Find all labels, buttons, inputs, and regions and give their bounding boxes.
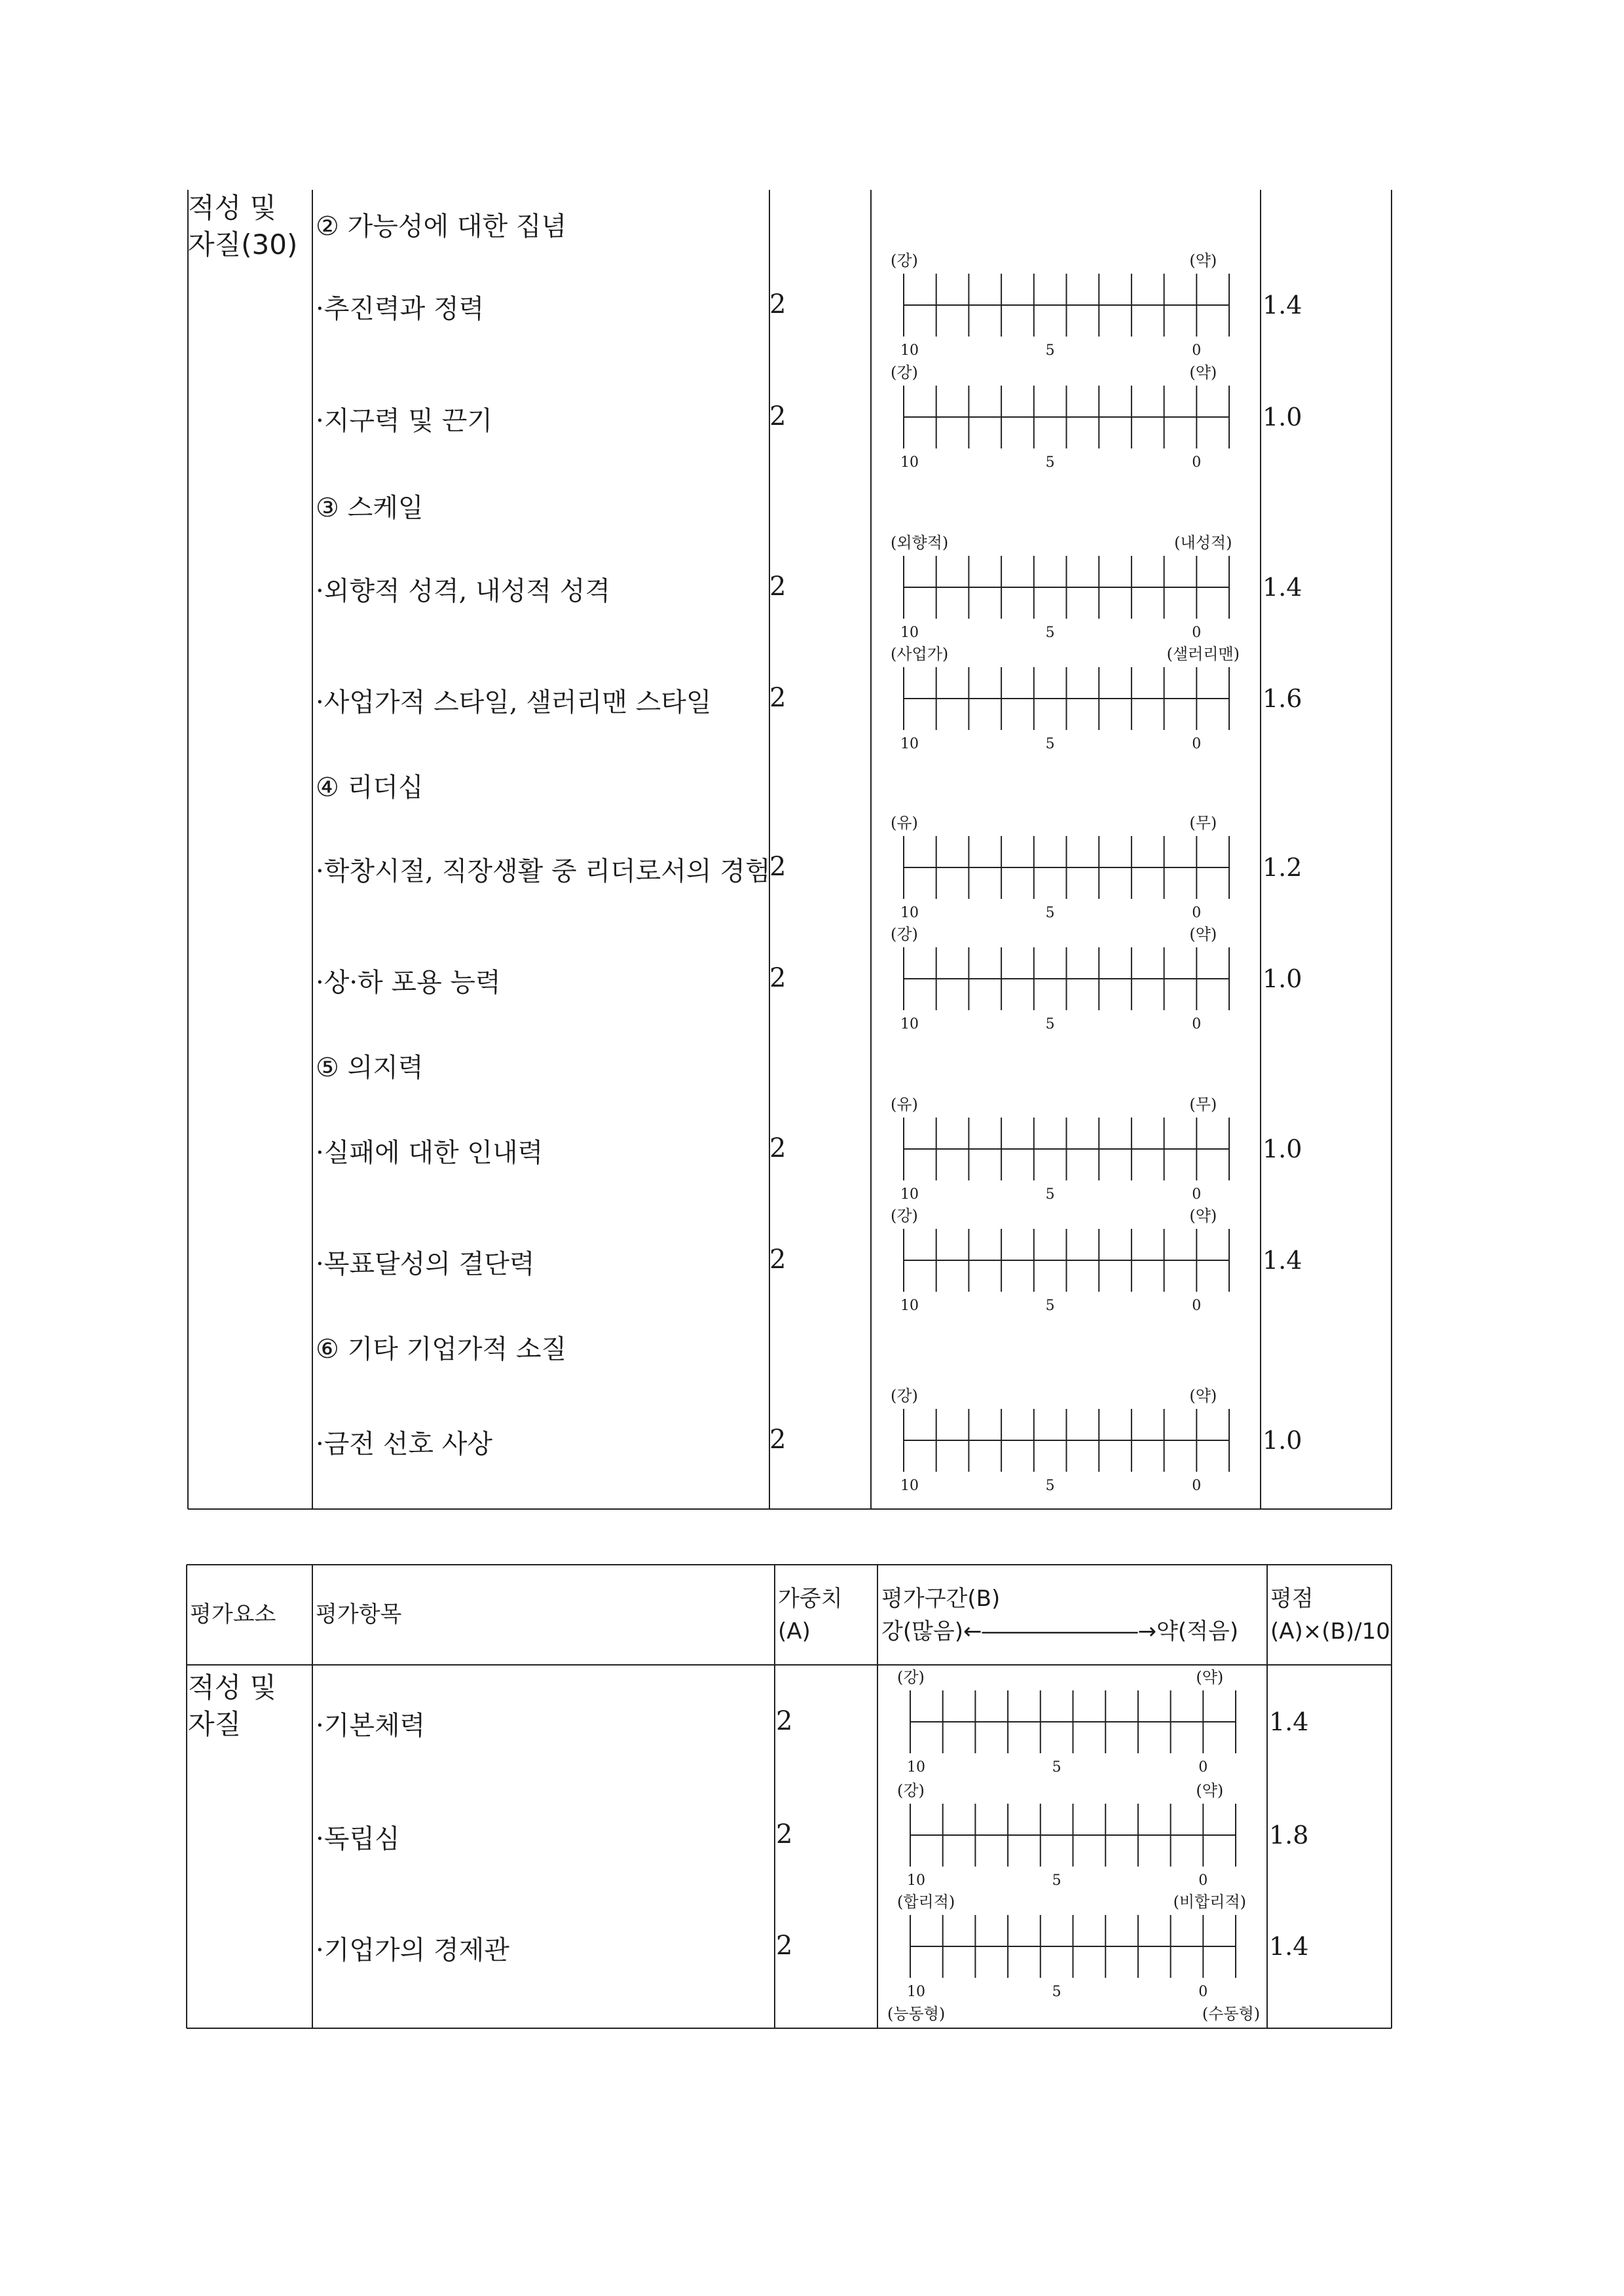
rating-scale <box>904 386 1229 448</box>
scale-tick-label-0: 0 <box>1192 1298 1202 1314</box>
evaluation-item: ·목표달성의 결단력 <box>316 1249 535 1279</box>
scale-left-label: (강) <box>891 1387 918 1405</box>
scale-tick-label-10: 10 <box>900 1016 919 1032</box>
scale-tick-label-0: 0 <box>1192 736 1202 752</box>
header-range-1: 평가구간(B) <box>881 1586 1001 1612</box>
scale-tick-label-5: 5 <box>1045 454 1055 471</box>
evaluation-item: ·상·하 포용 능력 <box>316 968 501 998</box>
scale-tick-label-0: 0 <box>1192 1186 1202 1203</box>
scale-tick-label-10: 10 <box>907 1872 925 1889</box>
scale-right-label: (약) <box>1189 1207 1217 1225</box>
weight-value: 2 <box>769 1133 786 1163</box>
score-value: 1.2 <box>1263 853 1302 882</box>
scale-tick-label-10: 10 <box>900 905 919 921</box>
scale-tick-label-5: 5 <box>1045 625 1055 641</box>
weight-value: 2 <box>769 852 786 882</box>
scale-tick-label-0: 0 <box>1192 342 1202 359</box>
scale-left-label: (유) <box>891 1095 918 1114</box>
evaluation-item: ·추진력과 정력 <box>316 294 485 324</box>
scale-extra-right-label: (수동형) <box>1202 2005 1261 2023</box>
scale-tick-label-10: 10 <box>900 342 919 359</box>
table1-category-line2: 자질(30) <box>188 228 298 261</box>
scale-tick-label-0: 0 <box>1192 454 1202 471</box>
section-heading: ⑥ 기타 기업가적 소질 <box>316 1334 567 1364</box>
scale-tick-label-10: 10 <box>900 1186 919 1203</box>
rating-scale <box>904 836 1229 899</box>
rating-scale <box>904 556 1229 619</box>
weight-value: 2 <box>769 683 786 713</box>
scale-tick-label-5: 5 <box>1045 736 1055 752</box>
weight-value: 2 <box>776 1931 793 1961</box>
scale-tick-label-5: 5 <box>1045 342 1055 359</box>
header-score-1: 평점 <box>1270 1586 1314 1612</box>
scale-tick-label-10: 10 <box>900 454 919 471</box>
score-value: 1.8 <box>1269 1821 1309 1850</box>
evaluation-item: ·금전 선호 사상 <box>316 1429 492 1459</box>
weight-value: 2 <box>776 1706 793 1736</box>
evaluation-item: ·실패에 대한 인내력 <box>316 1138 544 1168</box>
header-element: 평가요소 <box>190 1601 276 1628</box>
scale-tick-label-5: 5 <box>1045 905 1055 921</box>
header-weight-2: (A) <box>778 1618 811 1645</box>
evaluation-item: ·기본체력 <box>316 1711 426 1741</box>
scale-tick-label-5: 5 <box>1045 1186 1055 1203</box>
header-weight-1: 가중치 <box>778 1586 843 1612</box>
scale-right-label: (약) <box>1189 1387 1217 1405</box>
scale-tick-label-5: 5 <box>1045 1016 1055 1032</box>
scale-right-label: (약) <box>1189 925 1217 943</box>
evaluation-item: ·학창시절, 직장생활 중 리더로서의 경험 <box>316 856 771 886</box>
scale-left-label: (사업가) <box>891 645 949 663</box>
scale-left-label: (합리적) <box>897 1893 955 1911</box>
score-value: 1.0 <box>1263 403 1302 431</box>
scale-tick-label-0: 0 <box>1192 625 1202 641</box>
evaluation-item: ·기업가의 경제관 <box>316 1935 509 1965</box>
scale-tick-label-10: 10 <box>907 1984 925 2000</box>
scale-right-label: (무) <box>1189 1095 1217 1114</box>
scale-right-label: (약) <box>1196 1781 1224 1800</box>
scale-tick-label-10: 10 <box>900 1298 919 1314</box>
scale-tick-label-5: 5 <box>1052 1759 1061 1776</box>
table2-category-line1: 적성 및 <box>188 1671 277 1704</box>
scale-left-label: (강) <box>891 251 918 270</box>
score-value: 1.0 <box>1263 1135 1302 1163</box>
section-heading: ② 가능성에 대한 집념 <box>316 211 567 242</box>
scale-tick-label-0: 0 <box>1198 1759 1208 1776</box>
header-range-2: 강(많음)←―――――――→약(적음) <box>881 1618 1239 1645</box>
scale-right-label: (샐러리맨) <box>1166 645 1240 663</box>
rating-scale <box>904 947 1229 1010</box>
scale-left-label: (유) <box>891 814 918 832</box>
table1-category-line1: 적성 및 <box>188 192 277 224</box>
scale-tick-label-0: 0 <box>1192 1016 1202 1032</box>
weight-value: 2 <box>776 1819 793 1850</box>
scale-tick-label-5: 5 <box>1052 1872 1061 1889</box>
rating-scale <box>904 274 1229 337</box>
header-score-2: (A)×(B)/10 <box>1270 1618 1390 1645</box>
weight-value: 2 <box>769 1245 786 1275</box>
score-value: 1.4 <box>1263 573 1302 602</box>
scale-left-label: (강) <box>897 1668 925 1686</box>
evaluation-item: ·지구력 및 끈기 <box>316 406 492 436</box>
score-value: 1.0 <box>1263 1426 1302 1455</box>
scale-tick-label-10: 10 <box>900 625 919 641</box>
scale-right-label: (약) <box>1189 251 1217 270</box>
scale-tick-label-0: 0 <box>1198 1872 1208 1889</box>
weight-value: 2 <box>769 289 786 319</box>
scale-tick-label-5: 5 <box>1045 1478 1055 1494</box>
scale-tick-label-5: 5 <box>1045 1298 1055 1314</box>
rating-scale <box>910 1804 1236 1867</box>
scale-right-label: (약) <box>1189 363 1217 382</box>
weight-value: 2 <box>769 401 786 431</box>
section-heading: ③ 스케일 <box>316 493 424 523</box>
scale-tick-label-10: 10 <box>900 1478 919 1494</box>
weight-value: 2 <box>769 572 786 602</box>
scale-left-label: (외향적) <box>891 534 949 552</box>
rating-scale <box>910 1690 1236 1753</box>
scale-tick-label-0: 0 <box>1198 1984 1208 2000</box>
section-heading: ④ 리더십 <box>316 773 424 803</box>
table2-category-line2: 자질 <box>188 1708 242 1740</box>
scale-tick-label-0: 0 <box>1192 905 1202 921</box>
score-value: 1.6 <box>1263 684 1302 713</box>
evaluation-item: ·외향적 성격, 내성적 성격 <box>316 576 610 606</box>
section-heading: ⑤ 의지력 <box>316 1053 424 1083</box>
scale-tick-label-0: 0 <box>1192 1478 1202 1494</box>
evaluation-item: ·독립심 <box>316 1824 400 1854</box>
scale-left-label: (강) <box>891 925 918 943</box>
evaluation-item: ·사업가적 스타일, 샐러리맨 스타일 <box>316 687 712 718</box>
scale-right-label: (약) <box>1196 1668 1224 1686</box>
weight-value: 2 <box>769 963 786 993</box>
weight-value: 2 <box>769 1425 786 1455</box>
scale-left-label: (강) <box>897 1781 925 1800</box>
scale-tick-label-10: 10 <box>900 736 919 752</box>
scale-right-label: (비합리적) <box>1173 1893 1247 1911</box>
rating-scale <box>904 1229 1229 1292</box>
score-value: 1.4 <box>1263 1246 1302 1275</box>
score-value: 1.4 <box>1269 1932 1309 1961</box>
scale-left-label: (강) <box>891 363 918 382</box>
rating-scale <box>904 1409 1229 1472</box>
scale-right-label: (내성적) <box>1174 534 1232 552</box>
scale-tick-label-10: 10 <box>907 1759 925 1776</box>
score-value: 1.4 <box>1269 1707 1309 1736</box>
scale-right-label: (무) <box>1189 814 1217 832</box>
scale-tick-label-5: 5 <box>1052 1984 1061 2000</box>
scale-left-label: (강) <box>891 1207 918 1225</box>
scale-extra-left-label: (능동형) <box>887 2005 946 2023</box>
rating-scale <box>904 667 1229 730</box>
score-value: 1.4 <box>1263 291 1302 319</box>
score-value: 1.0 <box>1263 964 1302 993</box>
rating-scale <box>904 1118 1229 1180</box>
rating-scale <box>910 1915 1236 1978</box>
header-item: 평가항목 <box>316 1601 402 1628</box>
